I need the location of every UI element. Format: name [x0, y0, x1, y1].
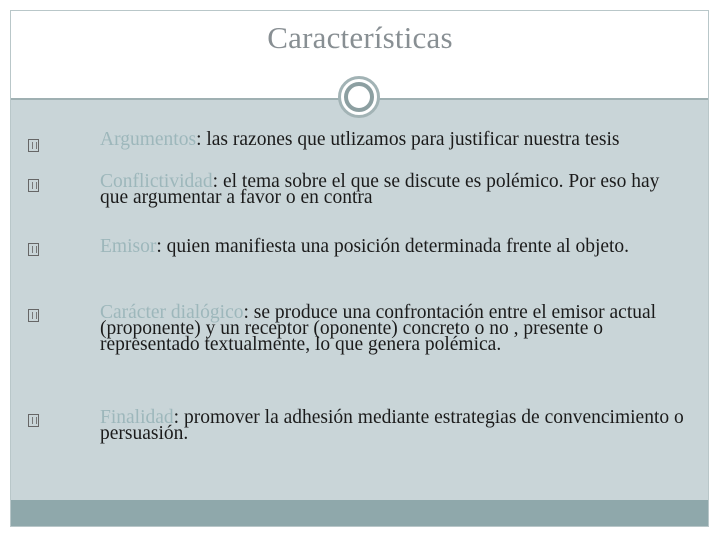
- bullet-text: [100, 302, 692, 355]
- bullet-box-icon: [25, 177, 41, 193]
- bullet-box-icon: [25, 307, 41, 323]
- bullet-description: : quien manifiesta una posición determinada frente al objeto.: [156, 236, 630, 257]
- bullet-term: Finalidad: [100, 407, 174, 428]
- bullet-term: Argumentos: [100, 129, 197, 150]
- bullet-description: : se produce una confrontación entre el emisor actual (proponente) y un receptor (oponente) concreto o no , presente o representado textualmente, lo que genera polémica.: [100, 302, 657, 355]
- bullet-text: [100, 236, 692, 257]
- bullet-text: [100, 171, 692, 208]
- bottom-band: [11, 500, 708, 526]
- bullet-term: Carácter dialógico: [100, 302, 244, 323]
- bullet-box-icon: [25, 137, 41, 153]
- slide-title: Características: [267, 20, 453, 55]
- bullet-description: : las razones que utlizamos para justificar nuestra tesis: [196, 129, 620, 150]
- bullet-box-icon: [25, 412, 41, 428]
- bullet-text: [100, 407, 692, 444]
- bullet-description: : el tema sobre el que se discute es polémico. Por eso hay que argumentar a favor o en contra: [100, 171, 660, 208]
- bullet-term: Conflictividad: [100, 171, 213, 192]
- circle-ring-inner-icon: [344, 82, 374, 112]
- bullet-description: : promover la adhesión mediante estrategias de convencimiento o persuasión.: [100, 407, 684, 444]
- bullet-text: [100, 129, 692, 150]
- bullet-term: Emisor: [100, 236, 157, 257]
- bullet-box-icon: [25, 241, 41, 257]
